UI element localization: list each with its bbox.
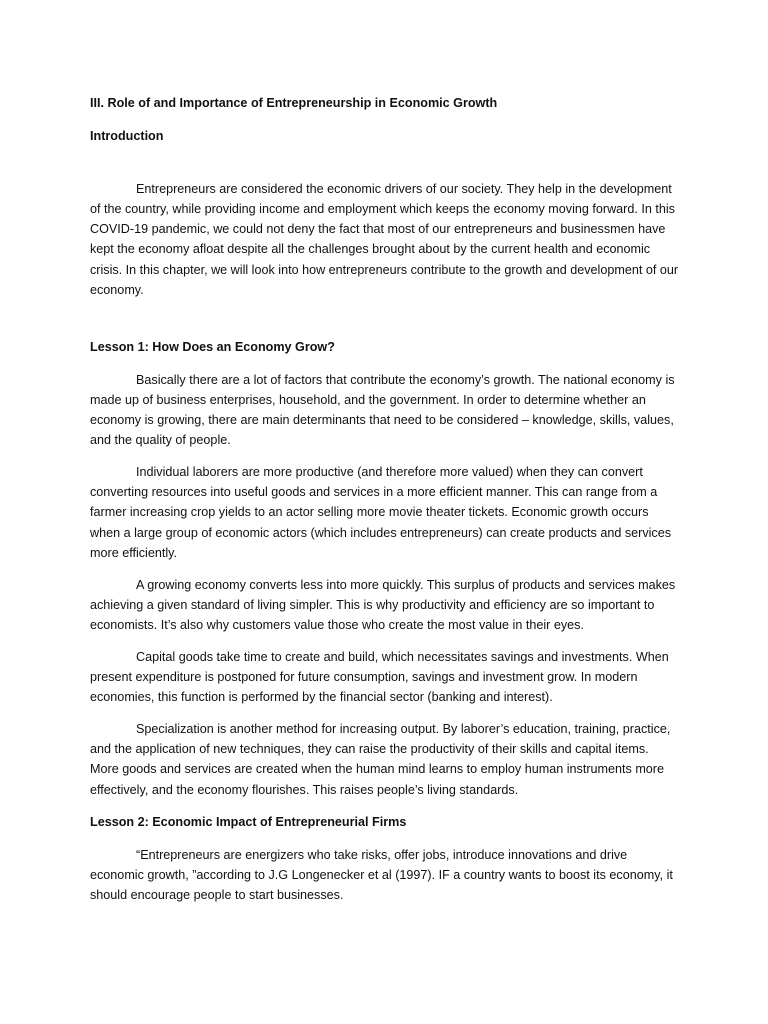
lesson-1-paragraph: Capital goods take time to create and build, which necessitates savings and investments. When present expenditure is postponed for future consumption, savings and investment grow. In modern economies, this function is performed by the financial sector (banking and interest). — [90, 649, 669, 705]
document-title: III. Role of and Importance of Entrepreneurship in Economic Growth — [90, 96, 498, 110]
lesson-1-paragraph: Specialization is another method for increasing output. By laborer’s education, training, practice, and the application of new techniques, they can raise the productivity of their skills and capital items. More goods and services are created when the human mind learns to employ human instruments more effectively, and the economy flourishes. This raises people’s living standards. — [90, 722, 671, 797]
introduction-heading: Introduction — [90, 129, 164, 144]
lesson-2-paragraph: “Entrepreneurs are energizers who take risks, offer jobs, introduce innovations and drive economic growth, ”according to J.G Longenecker et al (1997). IF a country wants to boost its economy, it should encourage people to start businesses. — [90, 847, 673, 902]
lesson-1-paragraph: Individual laborers are more productive (and therefore more valued) when they can convert converting resources into useful goods and services in a more efficient manner. This can range from a farmer increasing crop yields to an actor selling more movie theater tickets. Economic growth occurs when a large group of economic actors (which includes entrepreneurs) can create products and services more efficiently. — [90, 465, 672, 560]
lesson-2-heading: Lesson 2: Economic Impact of Entrepreneurial Firms — [90, 814, 407, 829]
document-page — [90, 93, 680, 905]
lesson-1-heading: Lesson 1: How Does an Economy Grow? — [90, 339, 335, 354]
introduction-paragraph: Entrepreneurs are considered the economic drivers of our society. They help in the development of the country, while providing income and employment which keeps the economy moving forward. In this COVID-19 pandemic, we could not deny the fact that most of our entrepreneurs and businessmen have kept the economy afloat despite all the challenges brought about by the current health and economic crisis. In this chapter, we will look into how entrepreneurs contribute to the growth and development of our economy. — [90, 182, 679, 297]
lesson-1-paragraph: A growing economy converts less into more quickly. This surplus of products and services makes achieving a given standard of living simpler. This is why productivity and efficiency are so important to economists. It’s also why customers value those who create the most value in their eyes. — [90, 577, 676, 632]
lesson-1-paragraph: Basically there are a lot of factors that contribute the economy’s growth. The national economy is made up of business enterprises, household, and the government. In order to determine whether an economy is growing, there are main determinants that need to be considered – knowledge, skills, values, and the quality of people. — [90, 372, 675, 448]
